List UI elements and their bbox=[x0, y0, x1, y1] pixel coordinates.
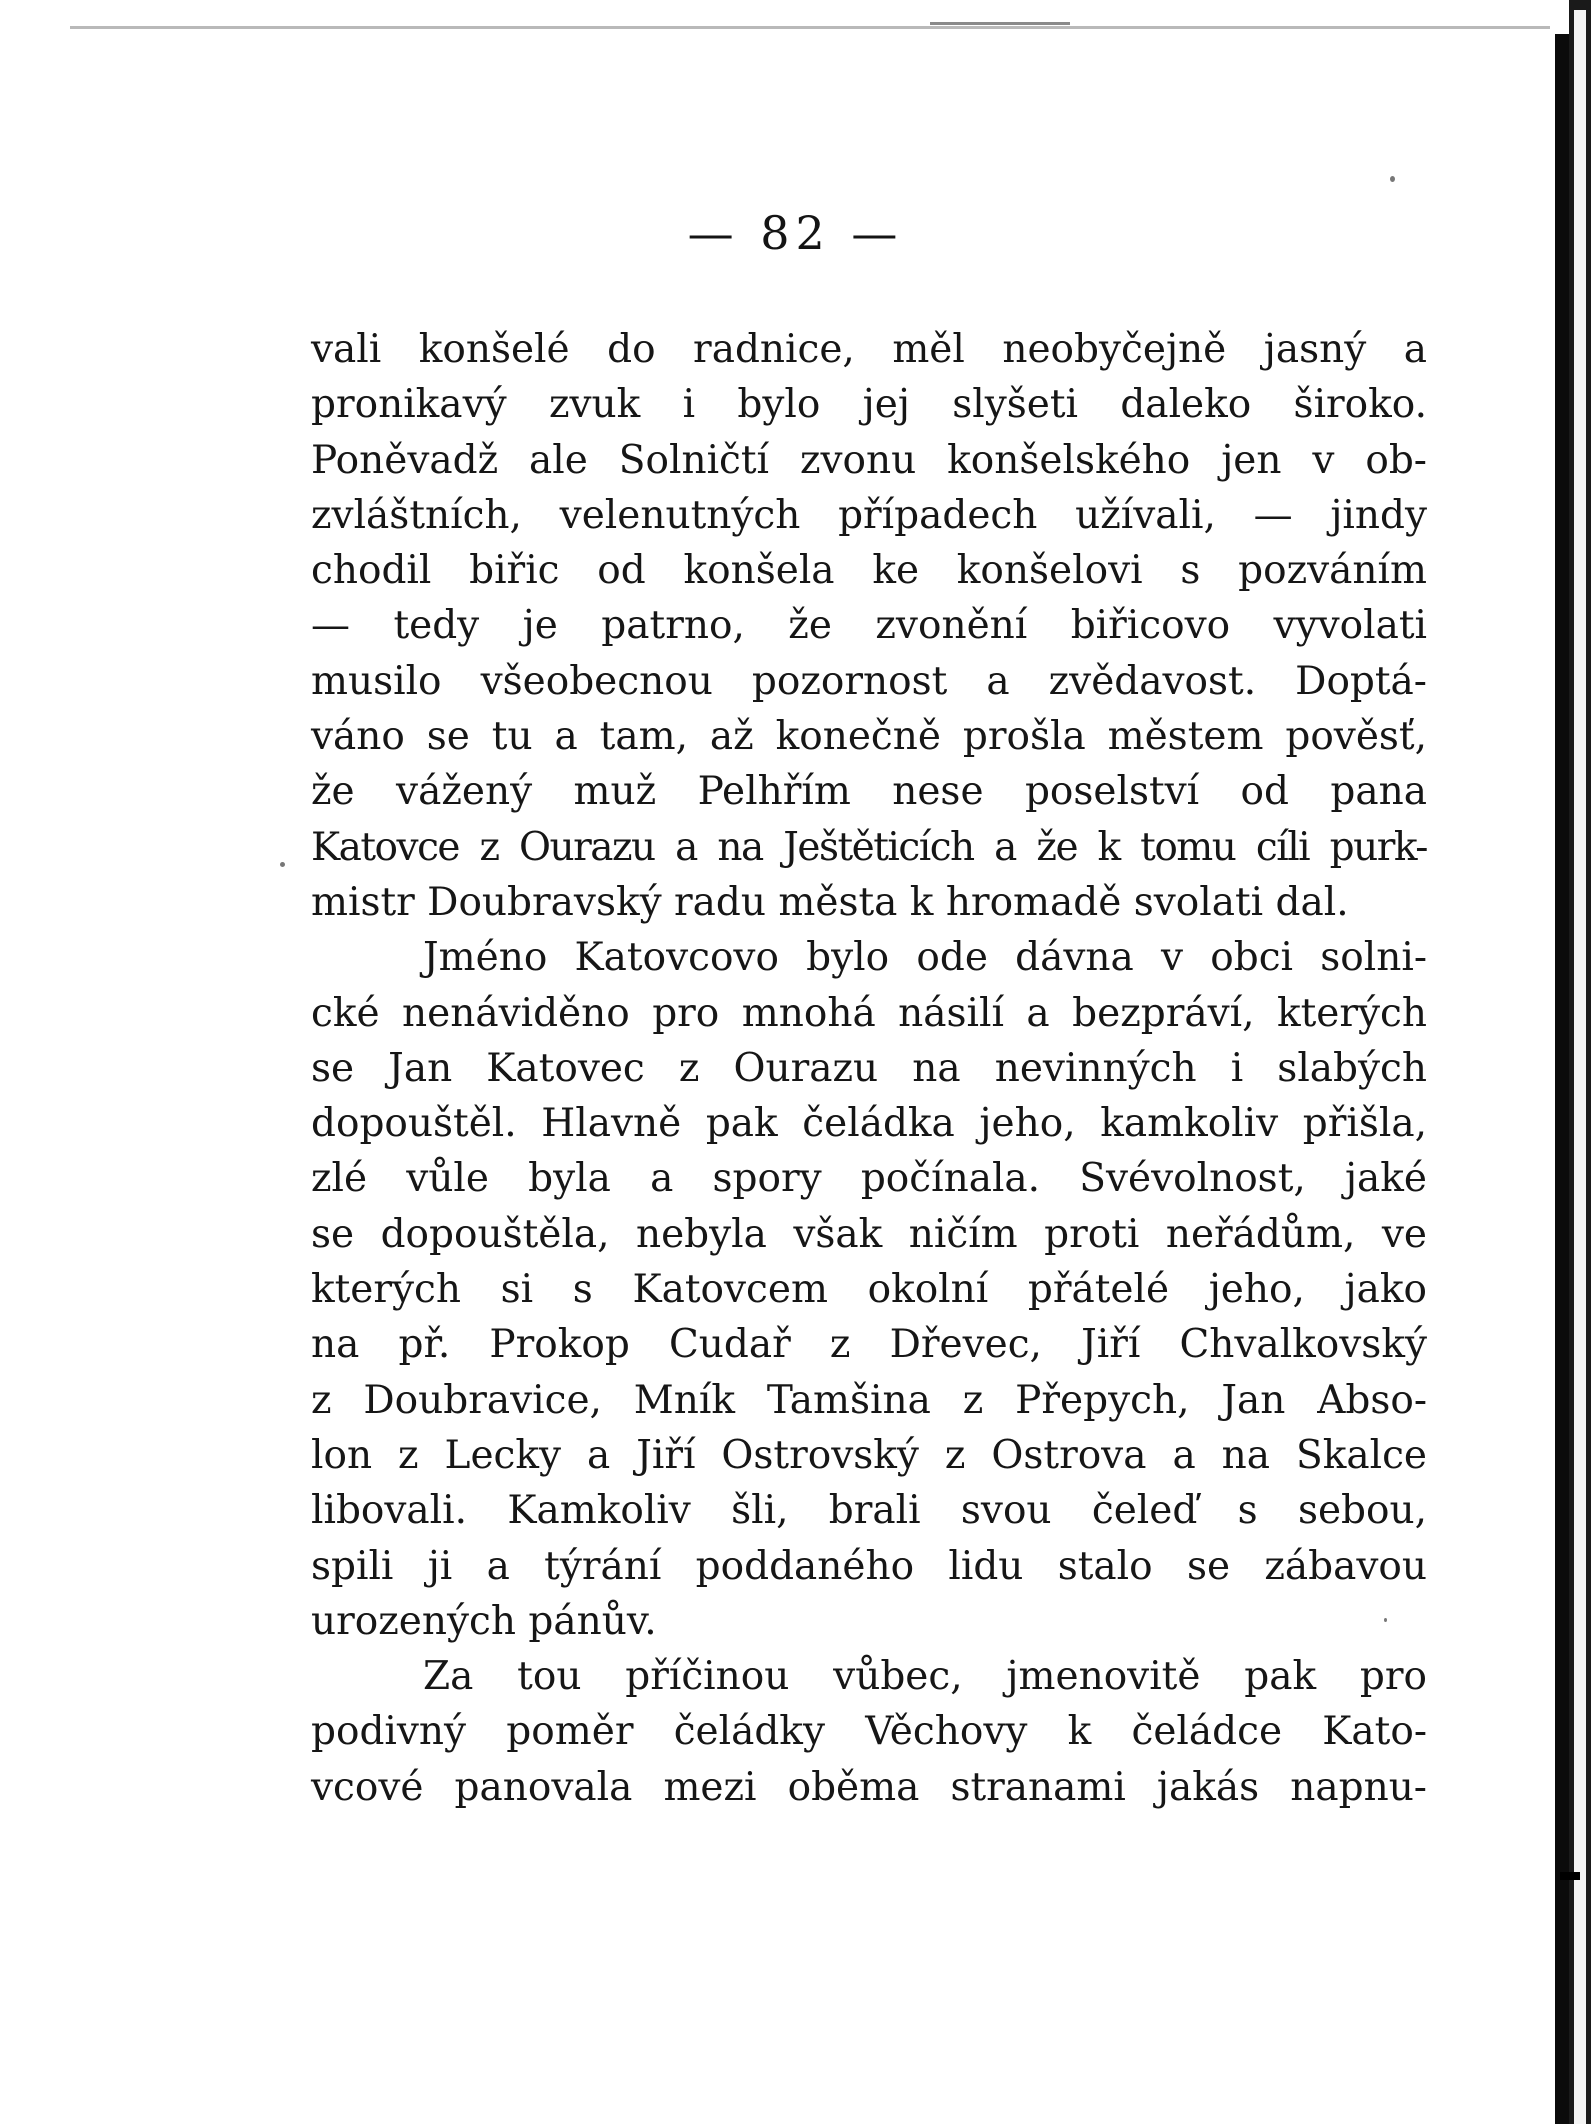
text-line: na př. Prokop Cudař z Dřevec, Jiří Chvalkovský bbox=[311, 1322, 1427, 1368]
paper-speck bbox=[1390, 176, 1395, 182]
text-line: zvláštních, velenutných případech užívali, — jindy bbox=[311, 492, 1427, 538]
paper-speck bbox=[280, 862, 285, 867]
text-line: mistr Doubravský radu města k hromadě svolati dal. bbox=[311, 879, 1349, 925]
page-right-shadow bbox=[1555, 34, 1569, 2124]
text-line: musilo všeobecnou pozornost a zvědavost. Doptá- bbox=[311, 658, 1427, 704]
text-line: libovali. Kamkoliv šli, brali svou čeleď s sebou, bbox=[311, 1488, 1427, 1534]
text-line: vali konšelé do radnice, měl neobyčejně jasný a bbox=[311, 327, 1427, 372]
text-line: dopouštěl. Hlavně pak čeládka jeho, kamkoliv přišla, bbox=[311, 1101, 1427, 1147]
text-line: z Doubravice, Mník Tamšina z Přepych, Jan Abso- bbox=[311, 1377, 1427, 1423]
page-top-edge bbox=[70, 26, 1550, 29]
text-line: chodil biřic od konšela ke konšelovi s pozváním bbox=[311, 548, 1427, 594]
text-line: podivný poměr čeládky Věchovy k čeládce Kato- bbox=[311, 1709, 1427, 1755]
text-line: váno se tu a tam, až konečně prošla městem pověsť, bbox=[311, 714, 1427, 760]
text-line: urozených pánův. bbox=[311, 1598, 657, 1644]
text-line: že vážený muž Pelhřím nese poselství od pana bbox=[311, 769, 1427, 815]
scan-edge-marker bbox=[1560, 1872, 1580, 1880]
text-line: pronikavý zvuk i bylo jej slyšeti daleko široko. bbox=[311, 382, 1427, 428]
text-line: Jméno Katovcovo bylo ode dávna v obci solni- bbox=[423, 935, 1427, 981]
page-number: — 82 — bbox=[687, 206, 904, 260]
body-text bbox=[311, 322, 1427, 1815]
page-top-edge-mark bbox=[930, 22, 1070, 25]
text-line: vcové panovala mezi oběma stranami jakás napnu- bbox=[311, 1764, 1427, 1810]
text-line: zlé vůle byla a spory počínala. Svévolnost, jaké bbox=[311, 1156, 1427, 1202]
text-line: — tedy je patrno, že zvonění biřicovo vyvolati bbox=[311, 603, 1427, 649]
text-line: cké nenáviděno pro mnohá násilí a bezpráví, kterých bbox=[311, 990, 1427, 1036]
text-line: Katovce z Ourazu a na Ještěticích a že k tomu cíli purk- bbox=[311, 824, 1427, 870]
text-line: kterých si s Katovcem okolní přátelé jeho, jako bbox=[311, 1267, 1427, 1313]
text-line: se dopouštěla, nebyla však ničím proti neřádům, ve bbox=[311, 1211, 1427, 1257]
text-line: spili ji a týrání poddaného lidu stalo se zábavou bbox=[311, 1543, 1427, 1589]
text-line: se Jan Katovec z Ourazu na nevinných i slabých bbox=[311, 1045, 1427, 1091]
text-line: Poněvadž ale Solničtí zvonu konšelského jen v ob- bbox=[311, 437, 1427, 483]
text-line: lon z Lecky a Jiří Ostrovský z Ostrova a na Skalce bbox=[311, 1432, 1427, 1478]
scan-right-strip bbox=[1574, 10, 1586, 2124]
text-line: Za tou příčinou vůbec, jmenovitě pak pro bbox=[423, 1654, 1427, 1700]
